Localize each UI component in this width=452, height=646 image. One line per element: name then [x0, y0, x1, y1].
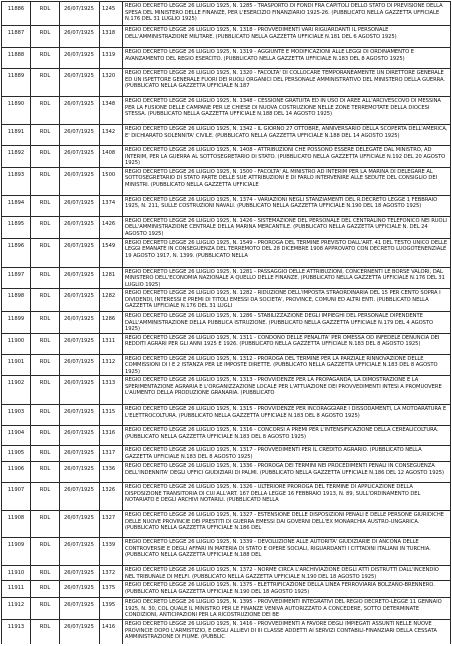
act-date: 26/07/1925 — [60, 426, 100, 446]
table-row — [2, 354, 451, 376]
record-number: 11911 — [2, 581, 31, 598]
table-row — [2, 566, 451, 581]
table-row — [2, 125, 451, 146]
act-code: 1282 — [100, 289, 123, 312]
act-description: REGIO DECRETO LEGGE 26 LUGLIO 1925, N. 1285 - TRASPORTO DI FONDI FRA CAPITOLI DELLO STATO DI PREVISIONE DELLA SPESA DEL MINISTERO DELLE FINANZE, PER L'ESERCIZIO FINANZIARIO 1925-26. (PUBBLICATO NELLA GAZZETTA UFFICIALE N.176 DEL 31 LUGLIO 1925) — [123, 2, 451, 26]
act-date: 26/07/1925 — [60, 376, 100, 405]
act-code: 1339 — [100, 538, 123, 566]
act-date: 26/07/1925 — [60, 2, 100, 26]
act-description: REGIO DECRETO LEGGE 26 LUGLIO 1925, N. 1318 - PROVVEDIMENTI VARI RIGUARDANTI IL PERSONALE DELL'AMMINISTRAZIONE MILITARE. (PUBBLICATO NELLA GAZZETTA UFFICIALE N.181 DEL 6 AGOSTO 1925) — [123, 26, 451, 48]
act-code: 1342 — [100, 125, 123, 146]
record-number: 11892 — [2, 146, 31, 168]
act-code: 1326 — [100, 483, 123, 511]
act-code: 1426 — [100, 216, 123, 238]
record-number: 11893 — [2, 167, 31, 195]
act-type: RDL — [31, 48, 60, 69]
act-date: 26/07/1925 — [60, 581, 100, 598]
table-row — [2, 216, 451, 238]
act-code: 1318 — [100, 26, 123, 48]
act-description: REGIO DECRETO LEGGE 26 LUGLIO 1925, N. 1336 - PROROGA DEI TERMINI NEI PROCEDIMENTI PENALI IN CONSEGUENZA DELL'INDENNITA' DEGLI UFFICI GIUDIZIARI DI PALMI. (PUBBLICATO NELLA GAZZETTA UFFICIALE N.186 DEL 12 AGOSTO 1925) — [123, 462, 451, 483]
act-date: 26/07/1925 — [60, 598, 100, 620]
table-row — [2, 581, 451, 598]
act-type: RDL — [31, 620, 60, 645]
act-date: 26/07/1925 — [60, 620, 100, 645]
act-date: 26/07/1925 — [60, 483, 100, 511]
act-date: 26/07/1925 — [60, 566, 100, 581]
record-number: 11906 — [2, 462, 31, 483]
table-row — [2, 620, 451, 645]
record-number: 11891 — [2, 125, 31, 146]
record-number: 11887 — [2, 26, 31, 48]
act-code: 1316 — [100, 426, 123, 446]
record-number: 11909 — [2, 538, 31, 566]
act-type: RDL — [31, 2, 60, 26]
record-number: 11905 — [2, 446, 31, 462]
act-date: 26/07/1925 — [60, 289, 100, 312]
act-date: 26/07/1925 — [60, 216, 100, 238]
act-code: 1408 — [100, 146, 123, 168]
act-description: REGIO DECRETO LEGGE 26 LUGLIO 1925, N. 1339 - DEVOLUZIONE ALLE AUTORITA' GIUDIZIARIE DI ANCONA DELLE CONTROVERSIE E DEGLI AFFARI IN MATERIA DI STATO E OPERE SOCIALI, RIGUARDANTI I CITTADINI ITALIANI IN TURCHIA. (PUBBLICATO NELLA GAZZETTA UFFICIALE N.188 DEL — [123, 538, 451, 566]
act-code: 1281 — [100, 267, 123, 289]
act-type: RDL — [31, 538, 60, 566]
table-row — [2, 538, 451, 566]
decree-rows — [2, 2, 451, 645]
act-date: 26/07/1925 — [60, 146, 100, 168]
record-number: 11898 — [2, 289, 31, 312]
act-code: 1327 — [100, 511, 123, 538]
act-code: 1320 — [100, 69, 123, 97]
act-type: RDL — [31, 312, 60, 334]
act-description: REGIO DECRETO LEGGE 26 LUGLIO 1925, N. 1395 - PROVVEDIMENTI INTEGRATIVI DEL REGIO DECRETO-LEGGE 11 GENNAIO 1925, N. 30, COL QUALE IL MINISTRO PER LE FINANZE VENIVA AUTORIZZATO A CONCEDERE, SOTTO DETERMINATE CONDIZIONI, ANTICIPAZIONI PER LA RICOSTRUZIONE DEI BE — [123, 598, 451, 620]
table-row — [2, 238, 451, 267]
act-code: 1312 — [100, 354, 123, 376]
table-row — [2, 69, 451, 97]
act-code: 1313 — [100, 376, 123, 405]
record-number: 11910 — [2, 566, 31, 581]
act-description: REGIO DECRETO LEGGE 26 LUGLIO 1925, N. 1286 - STABILIZZAZIONE DEGLI IMPIEGHI DEL PERSONALE DIPENDENTE DALL'AMMINISTRAZIONE DELLA PUBBLICA ISTRUZIONE. (PUBBLICATO NELLA GAZZETTA UFFICIALE N.179 DEL 4 AGOSTO 1925) — [123, 312, 451, 334]
act-type: RDL — [31, 598, 60, 620]
act-type: RDL — [31, 167, 60, 195]
table-row — [2, 446, 451, 462]
table-row — [2, 267, 451, 289]
decree-register-page — [1, 1, 451, 644]
table-row — [2, 405, 451, 426]
act-code: 1374 — [100, 195, 123, 216]
act-code: 1372 — [100, 566, 123, 581]
act-type: RDL — [31, 69, 60, 97]
act-type: RDL — [31, 333, 60, 354]
act-date: 26/07/1925 — [60, 48, 100, 69]
act-description: REGIO DECRETO LEGGE 26 LUGLIO 1925, N. 1281 - PASSAGGIO DELLE ATTRIBUZIONI, CONCERNENTI LE BORSE VALORI, DAL MINISTERO DELL'ECONOMIA NAZIONALE A QUELLO DELLE FINANZE. (PUBBLICATO NELLA GAZZETTA UFFICIALE N.176 DEL 31 LUGLIO 1925) — [123, 267, 451, 289]
act-code: 1500 — [100, 167, 123, 195]
act-description: REGIO DECRETO LEGGE 26 LUGLIO 1925, N. 1375 - ELETTRIFICAZIONE DELLA LINEA FERROVIARIA BOLZANO-BRENNERO. (PUBBLICATO NELLA GAZZETTA UFFICIALE N.190 DEL 18 AGOSTO 1925) — [123, 581, 451, 598]
act-date: 26/07/1925 — [60, 446, 100, 462]
act-code: 1416 — [100, 620, 123, 645]
act-type: RDL — [31, 289, 60, 312]
act-code: 1336 — [100, 462, 123, 483]
act-type: RDL — [31, 267, 60, 289]
act-date: 26/07/1925 — [60, 238, 100, 267]
act-description: REGIO DECRETO LEGGE 26 LUGLIO 1925, N. 1426 - SISTEMAZIONE DEL PERSONALE DEL CENTRALINO TELEFONICO NEI RUOLI DELL'AMMINISTRAZIONE CENTRALE DELLA MARINA MERCANTILE. (PUBBLICATO NELLA GAZZETTA UFFICIALE N. DEL 24 AGOSTO 1925) — [123, 216, 451, 238]
table-row — [2, 167, 451, 195]
act-description: REGIO DECRETO LEGGE 26 LUGLIO 1925, N. 1317 - PROVVEDIMENTI PER IL CREDITO AGRARIO. (PUBBLICATO NELLA GAZZETTA UFFICIALE N.183 DEL 8 AGOSTO 1925) — [123, 446, 451, 462]
act-type: RDL — [31, 462, 60, 483]
table-row — [2, 598, 451, 620]
record-number: 11908 — [2, 511, 31, 538]
record-number: 11889 — [2, 69, 31, 97]
act-code: 1395 — [100, 598, 123, 620]
table-row — [2, 511, 451, 538]
table-row — [2, 195, 451, 216]
act-date: 26/07/1925 — [60, 333, 100, 354]
act-date: 26/07/1925 — [60, 97, 100, 125]
act-type: RDL — [31, 146, 60, 168]
table-row — [2, 312, 451, 334]
act-description: REGIO DECRETO LEGGE 26 LUGLIO 1925, N. 1326 - ULTERIORE PROROGA DEL TERMINE DI APPLICAZIONE DELLA DISPOSIZIONE TRANSITORIA DI CUI ALL'ART. 167 DELLA LEGGE 16 FEBBRAIO 1913, N. 89, SULL'ORDINAMENTO DEL NOTARIATO E DEGLI ARCHIVI NOTARILI. (PUBBLICATO NELLA — [123, 483, 451, 511]
record-number: 11913 — [2, 620, 31, 645]
act-type: RDL — [31, 376, 60, 405]
act-description: REGIO DECRETO LEGGE 26 LUGLIO 1925, N. 1416 - PROVVEDIMENTI A FAVORE DEGLI IMPIEGATI ASSUNTI NELLE NUOVE PROVINCIE DOPO L'ARMISTIZIO, E DEGLI ALLIEVI DI III CLASSE ADDETTI AI SERVIZI CONTABILI-FINANZIARI DELLA CESSATA AMMINISTRAZIONE DI FIUME. (PUBBLIC — [123, 620, 451, 645]
act-description: REGIO DECRETO LEGGE 26 LUGLIO 1925, N. 1320 - FACOLTA' DI COLLOCARE TEMPORANEAMENTE UN DIRETTORE GENERALE ED UN ISPETTORE GENERALE FUORI DEI RUOLI ORGANICI DEL PERSONALE AMMINISTRATIVO DEL MINISTERO DELLA GUERRA. (PUBBLICATO NELLA GAZZETTA UFFICIALE N.187 — [123, 69, 451, 97]
act-type: RDL — [31, 125, 60, 146]
record-number: 11912 — [2, 598, 31, 620]
table-row — [2, 333, 451, 354]
table-row — [2, 97, 451, 125]
record-number: 11896 — [2, 238, 31, 267]
act-code: 1549 — [100, 238, 123, 267]
act-date: 26/07/1925 — [60, 195, 100, 216]
act-date: 26/07/1925 — [60, 312, 100, 334]
act-code: 1286 — [100, 312, 123, 334]
act-type: RDL — [31, 446, 60, 462]
record-number: 11894 — [2, 195, 31, 216]
act-date: 26/07/1925 — [60, 125, 100, 146]
table-row — [2, 48, 451, 69]
act-code: 1311 — [100, 333, 123, 354]
act-date: 26/07/1925 — [60, 69, 100, 97]
record-number: 11901 — [2, 354, 31, 376]
act-description: REGIO DECRETO LEGGE 26 LUGLIO 1925, N. 1319 - AGGIUNTE E MODIFICAZIONI ALLE LEGGI DI ORDINAMENTO E AVANZAMENTO DEL REGIO ESERCITO. (PUBBLICATO NELLA GAZZETTA UFFICIALE N.183 DEL 8 AGOSTO 1925) — [123, 48, 451, 69]
act-description: REGIO DECRETO LEGGE 26 LUGLIO 1925, N. 1282 - RIDUZIONE DELL'IMPOSTA STRAORDINARIA DEL 15 PER CENTO SOPRA I DIVIDENDI, INTERESSI E PREMI DI TITOLI EMESSI DA SOCIETA', PROVINCE, COMUNI ED ALTRI ENTI. (PUBBLICATO NELLA GAZZETTA UFFICIALE N.176 DEL 31 LUGLI — [123, 289, 451, 312]
act-type: RDL — [31, 26, 60, 48]
act-date: 26/07/1925 — [60, 354, 100, 376]
act-type: RDL — [31, 566, 60, 581]
record-number: 11900 — [2, 333, 31, 354]
act-code: 1348 — [100, 97, 123, 125]
act-type: RDL — [31, 195, 60, 216]
act-description: REGIO DECRETO LEGGE 26 LUGLIO 1925, N. 1374 - VARIAZIONI NEGLI STANZIAMENTI DEL R.DECRETO LEGGE 1 FEBBRAIO 1925, N. 211, SULLE COSTRUZIONI NAVALI. (PUBBLICATO NELLA GAZZETTA UFFICIALE N.190 DEL 18 AGOSTO 1925) — [123, 195, 451, 216]
act-description: REGIO DECRETO LEGGE 26 LUGLIO 1925, N. 1316 - CONCORSI A PREMI PER L'INTENSIFICAZIONE DELLA CEREALICOLTURA. (PUBBLICATO NELLA GAZZETTA UFFICIALE N.183 DEL 8 AGOSTO 1925) — [123, 426, 451, 446]
table-row — [2, 289, 451, 312]
act-description: REGIO DECRETO LEGGE 26 LUGLIO 1925, N. 1312 - PROROGA DEL TERMINE PER LA PARZIALE RINNOVAZIONE DELLE COMMISSIONI DI I E 2 ISTANZA PER LE IMPOSTE DIRETTE. (PUBBLICATO NELLA GAZZETTA UFFICIALE N.183 DEL 8 AGOSTO 1925) — [123, 354, 451, 376]
table-row — [2, 483, 451, 511]
act-type: RDL — [31, 581, 60, 598]
act-type: RDL — [31, 216, 60, 238]
record-number: 11888 — [2, 48, 31, 69]
act-description: REGIO DECRETO LEGGE 26 LUGLIO 1925, N. 1500 - FACOLTA' AL MINISTRO AD INTERIM PER LA MARINA DI DELEGARE AL SOTTOSEGRETARIO DI STATO PARTE DELLE SUE ATTRIBUZIONI E DI FARLO INTERVENIRE ALLE SEDUTE DEL CONSIGLIO DEI MINISTRI. (PUBBLICATO NELLA GAZZETTA UFFICIALE — [123, 167, 451, 195]
act-type: RDL — [31, 405, 60, 426]
decree-register-table — [1, 1, 451, 644]
record-number: 11907 — [2, 483, 31, 511]
act-date: 26/07/1925 — [60, 167, 100, 195]
act-description: REGIO DECRETO LEGGE 26 LUGLIO 1925, N. 1315 - PROVVIDENZE PER INCORAGGIARE I DISSODAMENTI, LA MOTOARATURA E L'ELETTROCOLTURA. (PUBBLICATO NELLA GAZZETTA UFFICIALE N.183 DEL 8 AGOSTO 1925) — [123, 405, 451, 426]
act-type: RDL — [31, 238, 60, 267]
act-description: REGIO DECRETO LEGGE 26 LUGLIO 1925, N. 1313 - PROVVIDENZE PER LA PROPAGANDA, LA DIMOSTRAZIONE E LA SPERIMENTAZIONE AGRARIA E L'ORGANIZZAZIONE LOCALE PER L'ATTUAZIONE DEI PROVVEDIMENTI INTESI A PROMUOVERE L'AUMENTO DELLA PRODUZIONE GRANARIA. (PUBBLICATO — [123, 376, 451, 405]
act-code: 1375 — [100, 581, 123, 598]
record-number: 11904 — [2, 426, 31, 446]
act-date: 26/07/1925 — [60, 511, 100, 538]
record-number: 11899 — [2, 312, 31, 334]
act-description: REGIO DECRETO LEGGE 26 LUGLIO 1925, N. 1327 - ESTENSIONE DELLE DISPOSIZIONI PENALI E DELLE PERSONE GIURIDICHE DELLE NUOVE PROVINCIE DEI PRESTITI DI GUERRA EMESSI DAI GOVERNI DELL'EX MONARCHIA AUSTRO-UNGARICA. (PUBBLICATO NELLA GAZZETTA UFFICIALE N.186 DEL — [123, 511, 451, 538]
record-number: 11903 — [2, 405, 31, 426]
record-number: 11897 — [2, 267, 31, 289]
table-row — [2, 146, 451, 168]
act-date: 26/07/1925 — [60, 267, 100, 289]
act-type: RDL — [31, 426, 60, 446]
act-code: 1245 — [100, 2, 123, 26]
act-code: 1317 — [100, 446, 123, 462]
act-description: REGIO DECRETO LEGGE 26 LUGLIO 1925, N. 1348 - CESSIONE GRATUITA ED IN USO DI AREE ALL'ARCIVESCOVO DI MESSINA PER LA FUSIONE DELLE CAMPANE PER LE CHIESE DI NUOVA COSTRUZIONE NELLE ZONE TERREMOTATE DELLA DIOCESI STESSA. (PUBBLICATO NELLA GAZZETTA UFFICIALE N.188 DEL 14 AGOSTO 1925) — [123, 97, 451, 125]
record-number: 11902 — [2, 376, 31, 405]
table-row — [2, 426, 451, 446]
act-type: RDL — [31, 97, 60, 125]
record-number: 11890 — [2, 97, 31, 125]
act-description: REGIO DECRETO LEGGE 26 LUGLIO 1925, N. 1408 - ATTRIBUZIONI CHE POSSONO ESSERE DELEGATE DAL MINISTRO, AD INTERIM, PER LA GUERRA AL SOTTOSEGRETARIO DI STATO. (PUBBLICATO NELLA GAZZETTA UFFICIALE N.192 DEL 20 AGOSTO 1925) — [123, 146, 451, 168]
act-date: 26/07/1925 — [60, 538, 100, 566]
record-number: 11886 — [2, 2, 31, 26]
act-description: REGIO DECRETO LEGGE 26 LUGLIO 1925, N. 1372 - NORME CIRCA L'ARCHIVIAZIONE DEGLI ATTI DISTRUTTI DALL'INCENDIO NEL TRIBUNALE DI MELFI. (PUBBLICATO NELLA GAZZETTA UFFICIALE N.190 DEL 18 AGOSTO 1925) — [123, 566, 451, 581]
table-row — [2, 376, 451, 405]
table-row — [2, 26, 451, 48]
record-number: 11895 — [2, 216, 31, 238]
act-code: 1315 — [100, 405, 123, 426]
act-code: 1319 — [100, 48, 123, 69]
act-date: 26/07/1925 — [60, 462, 100, 483]
table-row — [2, 462, 451, 483]
table-row — [2, 2, 451, 26]
act-date: 26/07/1925 — [60, 26, 100, 48]
act-description: REGIO DECRETO LEGGE 26 LUGLIO 1925, N. 1342 - IL GIORNO 27 OTTOBRE, ANNIVERSARIO DELLA SCOPERTA DELL'AMERICA, E' DICHIARATO SOLENNITA' CIVILE. (PUBBLICATO NELLA GAZZETTA UFFICIALE N.188 DEL 14 AGOSTO 1925) — [123, 125, 451, 146]
act-type: RDL — [31, 483, 60, 511]
act-description: REGIO DECRETO LEGGE 26 LUGLIO 1925, N. 1549 - PROROGA DEL TERMINE PREVISTO DALL'ART. 41 DEL TESTO UNICO DELLE LEGGI EMANATE IN CONSEGUENZA DEL TERREMOTO DEL 28 DICEMBRE 1908 APPROVATO CON DECRETO LUOGOTENENZIALE 19 AGOSTO 1917, N. 1399. (PUBBLICATO NELLA — [123, 238, 451, 267]
act-description: REGIO DECRETO LEGGE 26 LUGLIO 1925, N. 1311 - CONDONO DELLE PENALITA' PER OMESSA OD INFEDELE DENUNCIA DEI REDDITI AGRARI PER GLI ANNI 1925 E 1926. (PUBBLICATO NELLA GAZZETTA UFFICIALE N.183 DEL 8 AGOSTO 1925) — [123, 333, 451, 354]
act-type: RDL — [31, 354, 60, 376]
act-date: 26/07/1925 — [60, 405, 100, 426]
act-type: RDL — [31, 511, 60, 538]
